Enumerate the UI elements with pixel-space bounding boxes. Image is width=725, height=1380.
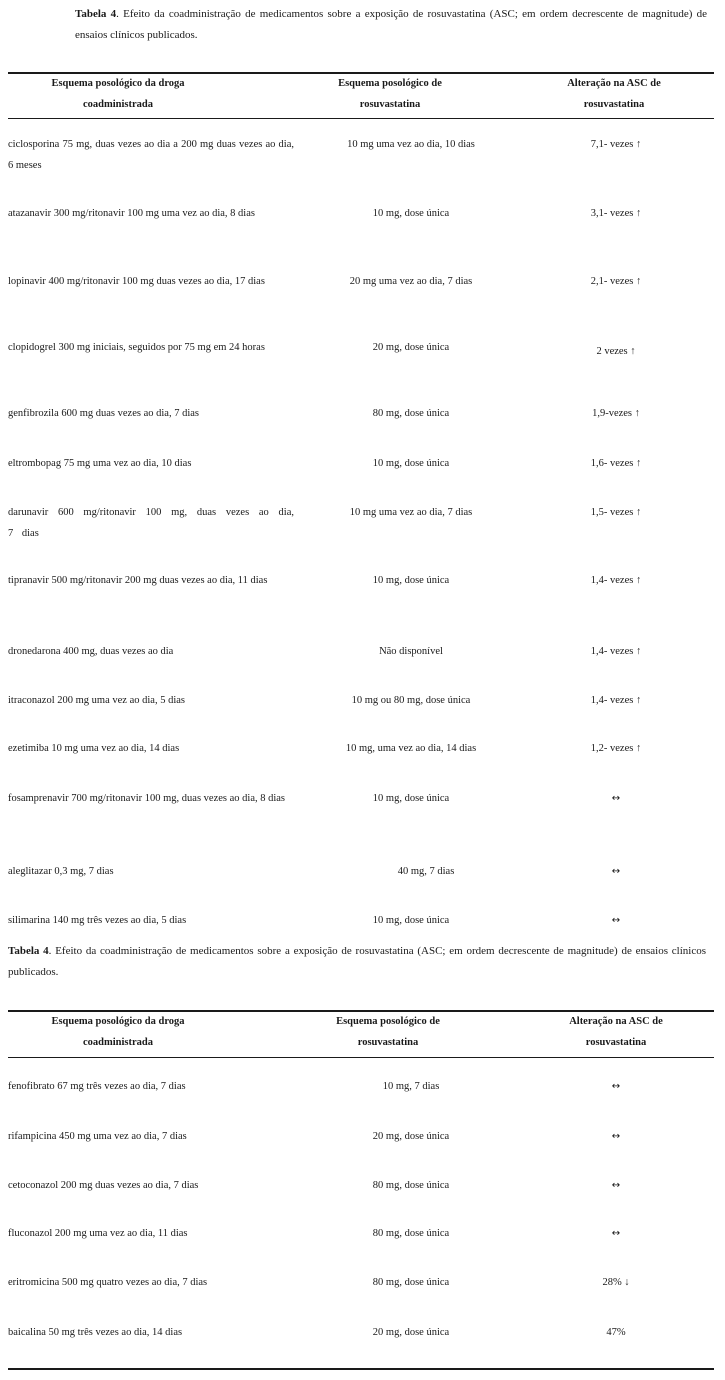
rosuvastatin-cell: 20 mg, dose única (372, 1131, 450, 1142)
rosuvastatin-cell: 10 mg, dose única (372, 575, 450, 586)
rosuvastatin-cell: 80 mg, dose única (372, 1180, 450, 1191)
drug-cell: rifampicina 450 mg uma vez ao dia, 7 dias (8, 1131, 187, 1142)
drug-cell: darunavir 600 mg/ritonavir 100 mg, duas vezes ao dia, 7 dias (8, 507, 294, 539)
auc-change-cell: 2,1- vezes ↑ (590, 276, 642, 287)
table1-header-col2: Esquema posológico de rosuvastatina (338, 78, 442, 110)
table1-caption-label: Tabela 4 (75, 8, 117, 20)
rosuvastatin-cell: 10 mg, dose única (372, 793, 450, 804)
auc-change-cell: 1,4- vezes ↑ (590, 646, 642, 657)
drug-cell: lopinavir 400 mg/ritonavir 100 mg duas vezes ao dia, 17 dias (8, 276, 265, 287)
rosuvastatin-cell: 10 mg, dose única (372, 915, 450, 926)
drug-cell: silimarina 140 mg três vezes ao dia, 5 dias (8, 915, 187, 926)
drug-cell: ciclosporina 75 mg, duas vezes ao dia a 200 mg duas vezes ao dia, 6 meses (8, 139, 294, 171)
auc-change-cell: ↔ (611, 1131, 621, 1142)
auc-change-cell: 1,2- vezes ↑ (590, 743, 642, 754)
rosuvastatin-cell: 10 mg, uma vez ao dia, 14 dias (345, 743, 477, 754)
table1-caption-text: . Efeito da coadministração de medicamentos sobre a exposição de rosuvastatina (ASC; em ordem decrescente de magnitude) de ensaios clínicos publicados. (75, 8, 707, 41)
rosuvastatin-cell: 80 mg, dose única (372, 408, 450, 419)
auc-change-cell: 28% ↓ (602, 1277, 630, 1288)
rosuvastatin-cell: 20 mg, dose única (372, 1327, 450, 1338)
rosuvastatin-cell: Não disponível (379, 646, 443, 657)
drug-cell: ezetimiba 10 mg uma vez ao dia, 14 dias (8, 743, 180, 754)
rosuvastatin-cell: 40 mg, 7 dias (397, 866, 455, 877)
auc-change-cell: 2 vezes ↑ (596, 346, 636, 357)
drug-cell: eritromicina 500 mg quatro vezes ao dia, 7 dias (8, 1277, 208, 1288)
auc-change-cell: 3,1- vezes ↑ (590, 208, 642, 219)
auc-change-cell: ↔ (611, 1180, 621, 1191)
drug-cell: fluconazol 200 mg uma vez ao dia, 11 dias (8, 1228, 188, 1239)
auc-change-cell: 1,4- vezes ↑ (590, 575, 642, 586)
auc-change-cell: ↔ (611, 793, 621, 804)
auc-change-cell: 47% (606, 1327, 626, 1338)
table1-header-col1: Esquema posológico da droga coadministrada (51, 78, 185, 110)
auc-change-cell: 1,9-vezes ↑ (592, 408, 640, 419)
rosuvastatin-cell: 10 mg ou 80 mg, dose única (351, 695, 471, 706)
table2-header-col3: Alteração na ASC de rosuvastatina (569, 1016, 663, 1048)
auc-change-cell: ↔ (611, 1081, 621, 1092)
auc-change-cell: 1,5- vezes ↑ (590, 507, 642, 518)
rosuvastatin-cell: 10 mg, 7 dias (382, 1081, 440, 1092)
drug-cell: dronedarona 400 mg, duas vezes ao dia (8, 646, 174, 657)
table2-caption-label: Tabela 4 (8, 945, 49, 957)
drug-cell: baicalina 50 mg três vezes ao dia, 14 dias (8, 1327, 183, 1338)
drug-cell: itraconazol 200 mg uma vez ao dia, 5 dias (8, 695, 185, 706)
table2-caption-text: . Efeito da coadministração de medicamentos sobre a exposição de rosuvastatina (ASC; em ordem decrescente de magnitude) de ensaios clínicos publicados. (8, 945, 707, 978)
rosuvastatin-cell: 80 mg, dose única (372, 1228, 450, 1239)
table2-header-rule (8, 1057, 714, 1058)
rosuvastatin-cell: 20 mg, dose única (372, 342, 450, 353)
auc-change-cell: ↔ (611, 915, 621, 926)
drug-cell: tipranavir 500 mg/ritonavir 200 mg duas vezes ao dia, 11 dias (8, 575, 268, 586)
auc-change-cell: 7,1- vezes ↑ (590, 139, 642, 150)
table1-caption (75, 4, 707, 46)
table2-caption (8, 941, 706, 983)
table2-bottom-rule (8, 1368, 714, 1370)
drug-cell: genfibrozila 600 mg duas vezes ao dia, 7 dias (8, 408, 199, 419)
auc-change-cell: 1,6- vezes ↑ (590, 458, 642, 469)
table1-header-rule (8, 118, 714, 119)
auc-change-cell: ↔ (611, 1228, 621, 1239)
drug-cell: clopidogrel 300 mg iniciais, seguidos por 75 mg em 24 horas (8, 342, 265, 353)
auc-change-cell: ↔ (611, 866, 621, 877)
table2-header-col1: Esquema posológico da droga coadministrada (51, 1016, 185, 1048)
drug-cell: aleglitazar 0,3 mg, 7 dias (8, 866, 114, 877)
drug-cell: fosamprenavir 700 mg/ritonavir 100 mg, duas vezes ao dia, 8 dias (8, 793, 286, 804)
rosuvastatin-cell: 10 mg uma vez ao dia, 7 dias (349, 507, 473, 518)
rosuvastatin-cell: 10 mg, dose única (372, 458, 450, 469)
rosuvastatin-cell: 80 mg, dose única (372, 1277, 450, 1288)
table2-header-col2: Esquema posológico de rosuvastatina (336, 1016, 440, 1048)
auc-change-cell: 1,4- vezes ↑ (590, 695, 642, 706)
rosuvastatin-cell: 10 mg uma vez ao dia, 10 dias (347, 139, 475, 150)
drug-cell: atazanavir 300 mg/ritonavir 100 mg uma vez ao dia, 8 dias (8, 208, 255, 219)
rosuvastatin-cell: 20 mg uma vez ao dia, 7 dias (349, 276, 473, 287)
drug-cell: eltrombopag 75 mg uma vez ao dia, 10 dias (8, 458, 192, 469)
drug-cell: fenofibrato 67 mg três vezes ao dia, 7 dias (8, 1081, 186, 1092)
table1-header-col3: Alteração na ASC de rosuvastatina (567, 78, 661, 110)
rosuvastatin-cell: 10 mg, dose única (372, 208, 450, 219)
drug-cell: cetoconazol 200 mg duas vezes ao dia, 7 dias (8, 1180, 199, 1191)
